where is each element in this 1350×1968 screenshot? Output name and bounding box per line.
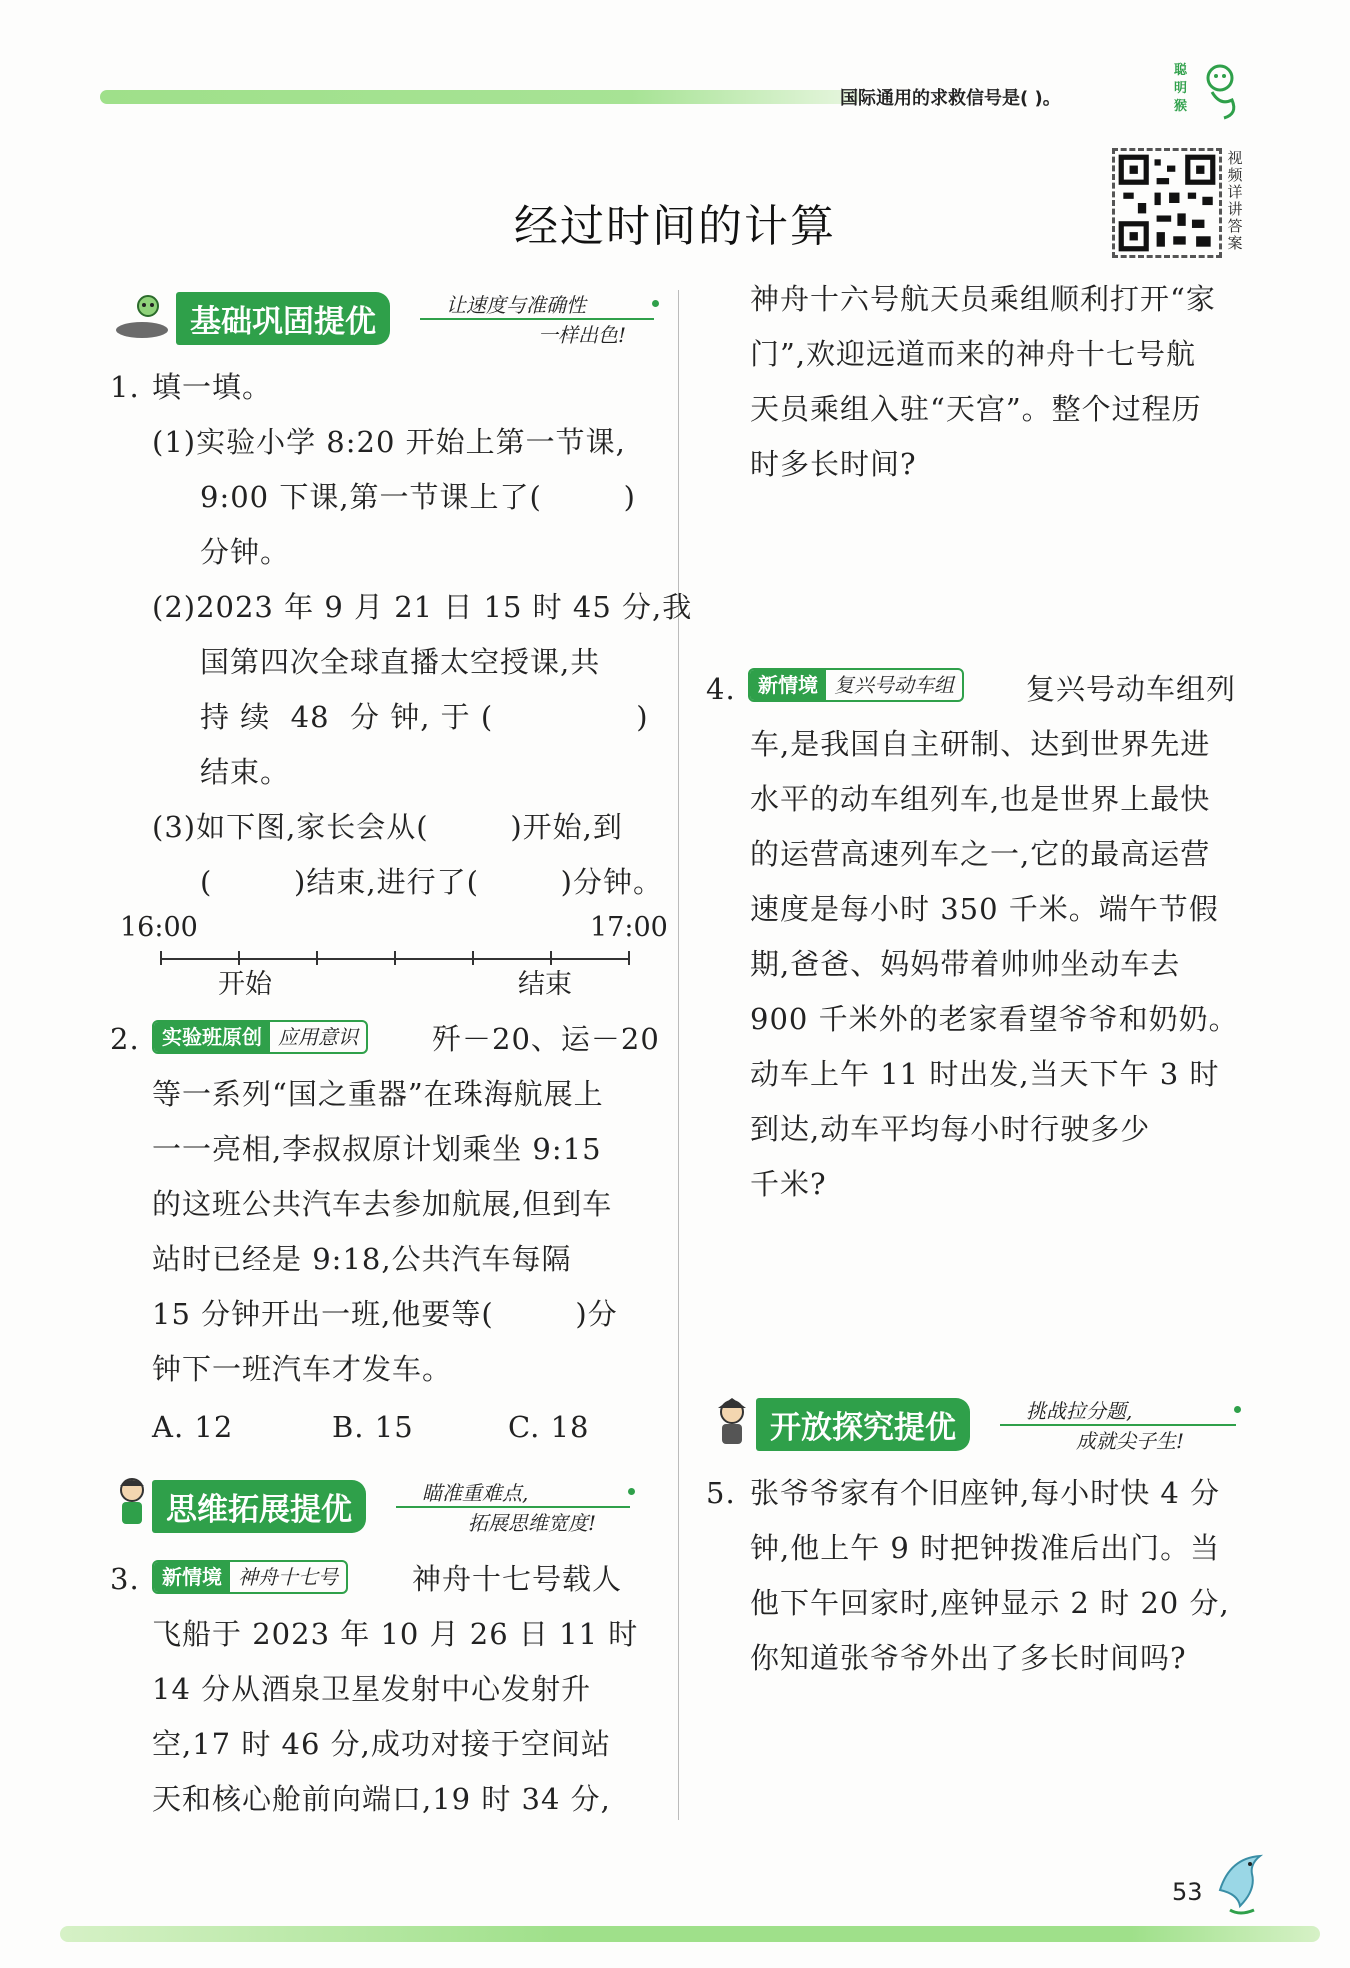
q4-tag-left: 新情境 (750, 670, 826, 700)
q2-tag-right: 应用意识 (278, 1025, 358, 1049)
q5-line3: 他下午回家时,座钟显示 2 时 20 分, (750, 1586, 1230, 1620)
timeline-end-time: 17:00 (590, 912, 668, 943)
q1-part1-line1: (1)实验小学 8:20 开始上第一节课, (152, 425, 626, 459)
section2-subtitle-2: 拓展思维宽度! (468, 1511, 597, 1535)
section-rule-dot (1234, 1406, 1241, 1413)
q1-part3-line2: ( )结束,进行了( )分钟。 (200, 865, 663, 899)
timeline-tick (628, 951, 630, 965)
q5-line1: 张爷爷家有个旧座钟,每小时快 4 分 (750, 1476, 1221, 1510)
q3-tag-right: 神舟十七号 (238, 1565, 338, 1589)
q3-number: 3. (110, 1562, 140, 1596)
q5-line2: 钟,他上午 9 时把钟拨准后出门。当 (750, 1531, 1221, 1565)
qr-label: 视频详讲答案 (1227, 149, 1243, 252)
q1-part1-line3: 分钟。 (200, 535, 291, 569)
q5-line4: 你知道张爷爷外出了多长时间吗? (750, 1641, 1187, 1675)
svg-text:猴: 猴 (1174, 99, 1188, 114)
q2-option-b: B. 15 (332, 1410, 414, 1444)
timeline-tick (472, 951, 474, 965)
section-rule-dot (628, 1488, 635, 1495)
q3-line5: 天和核心舱前向端口,19 时 34 分, (152, 1782, 611, 1816)
q2-line5: 站时已经是 9:18,公共汽车每隔 (152, 1242, 572, 1276)
section-rule (420, 318, 654, 320)
q2-line1: 歼－20、运－20 (432, 1022, 660, 1056)
timeline-end-label: 结束 (518, 969, 572, 1000)
q4-line10: 千米? (750, 1167, 827, 1201)
section-title-explore: 开放探究提优 (756, 1398, 970, 1451)
section2-subtitle-1: 瞄准重难点, (422, 1481, 529, 1505)
q1-part2-line3: 持 续 48 分 钟, 于 ( ) (200, 700, 649, 734)
q4-line9: 到达,动车平均每小时行驶多少 (750, 1112, 1151, 1146)
section-rule (396, 1506, 630, 1508)
q2-tag (152, 1020, 368, 1054)
q2-line7: 钟下一班汽车才发车。 (152, 1352, 453, 1386)
q4-line3: 水平的动车组列车,也是世界上最快 (750, 782, 1211, 816)
timeline-start-time: 16:00 (120, 912, 198, 943)
q4-line1: 复兴号动车组列 (1026, 672, 1237, 706)
q1-stem: 填一填。 (152, 370, 273, 404)
section-title-basic: 基础巩固提优 (176, 292, 390, 345)
timeline-start-label: 开始 (218, 969, 272, 1000)
mascot-thinking-icon (106, 1474, 156, 1534)
q5-number: 5. (706, 1476, 736, 1510)
page-title: 经过时间的计算 (514, 201, 836, 252)
q4-line8: 动车上午 11 时出发,当天下午 3 时 (750, 1057, 1220, 1091)
section-subtitle-1: 让速度与准确性 (446, 293, 586, 317)
section-title-extend: 思维拓展提优 (152, 1480, 366, 1533)
q1-part2-line4: 结束。 (200, 755, 291, 789)
svg-text:明: 明 (1174, 81, 1188, 96)
q4-number: 4. (706, 672, 736, 706)
section3-subtitle-1: 挑战拉分题, (1026, 1399, 1133, 1423)
timeline-tick (160, 951, 162, 965)
q3-cont-line2: 门”,欢迎远道而来的神舟十七号航 (750, 337, 1197, 371)
q1-number: 1. (110, 370, 140, 404)
q3-cont-line4: 时多长时间? (750, 447, 917, 481)
section-rule (1000, 1424, 1236, 1426)
q3-cont-line1: 神舟十六号航天员乘组顺利打开“家 (750, 282, 1216, 316)
monkey-mascot-icon (1172, 56, 1240, 122)
q2-line4: 的这班公共汽车去参加航展,但到车 (152, 1187, 613, 1221)
q3-cont-line3: 天员乘组入驻“天宫”。整个过程历 (750, 392, 1202, 426)
q2-line3: 一一亮相,李叔叔原计划乘坐 9:15 (152, 1132, 602, 1166)
q1-part2-line2: 国第四次全球直播太空授课,共 (200, 645, 601, 679)
q1-part2-line1: (2)2023 年 9 月 21 日 15 时 45 分,我 (152, 590, 693, 624)
q3-tag-left: 新情境 (154, 1562, 230, 1592)
q4-tag (748, 668, 964, 702)
q3-line4: 空,17 时 46 分,成功对接于空间站 (152, 1727, 611, 1761)
q2-number: 2. (110, 1022, 140, 1056)
header-bar (100, 90, 860, 104)
section-rule-dot (652, 300, 659, 307)
q4-line7: 900 千米外的老家看望爷爷和奶奶。 (750, 1002, 1239, 1036)
q2-line6: 15 分钟开出一班,他要等( )分 (152, 1297, 618, 1331)
q4-line6: 期,爸爸、妈妈带着帅帅坐动车去 (750, 947, 1181, 981)
q4-tag-right: 复兴号动车组 (834, 673, 954, 697)
dolphin-icon (1210, 1850, 1270, 1920)
q3-tag (152, 1560, 348, 1594)
q1-part3-line1: (3)如下图,家长会从( )开始,到 (152, 810, 623, 844)
timeline-tick (394, 951, 396, 965)
q3-line1: 神舟十七号载人 (412, 1562, 623, 1596)
q4-line5: 速度是每小时 350 千米。端午节假 (750, 892, 1219, 926)
q4-line2: 车,是我国自主研制、达到世界先进 (750, 727, 1211, 761)
q4-line4: 的运营高速列车之一,它的最高运营 (750, 837, 1211, 871)
section3-subtitle-2: 成就尖子生! (1076, 1429, 1185, 1453)
header-note: 国际通用的求救信号是( )。 (840, 88, 1061, 109)
page-number: 53 (1172, 1878, 1203, 1906)
section-subtitle-2: 一样出色! (538, 323, 627, 347)
q3-line2: 飞船于 2023 年 10 月 26 日 11 时 (152, 1617, 639, 1651)
q3-line3: 14 分从酒泉卫星发射中心发射升 (152, 1672, 592, 1706)
mascot-explorer-icon (704, 1394, 760, 1450)
q2-option-c: C. 18 (508, 1410, 590, 1444)
q1-part1-line2: 9:00 下课,第一节课上了( ) (200, 480, 636, 514)
q2-option-a: A. 12 (152, 1410, 234, 1444)
timeline-tick (316, 951, 318, 965)
q2-line2: 等一系列“国之重器”在珠海航展上 (152, 1077, 604, 1111)
mascot-skater-icon (108, 292, 178, 342)
q2-tag-left: 实验班原创 (154, 1022, 270, 1052)
footer-bar (60, 1926, 1320, 1942)
svg-text:聪: 聪 (1174, 63, 1188, 78)
column-divider (678, 290, 679, 1820)
